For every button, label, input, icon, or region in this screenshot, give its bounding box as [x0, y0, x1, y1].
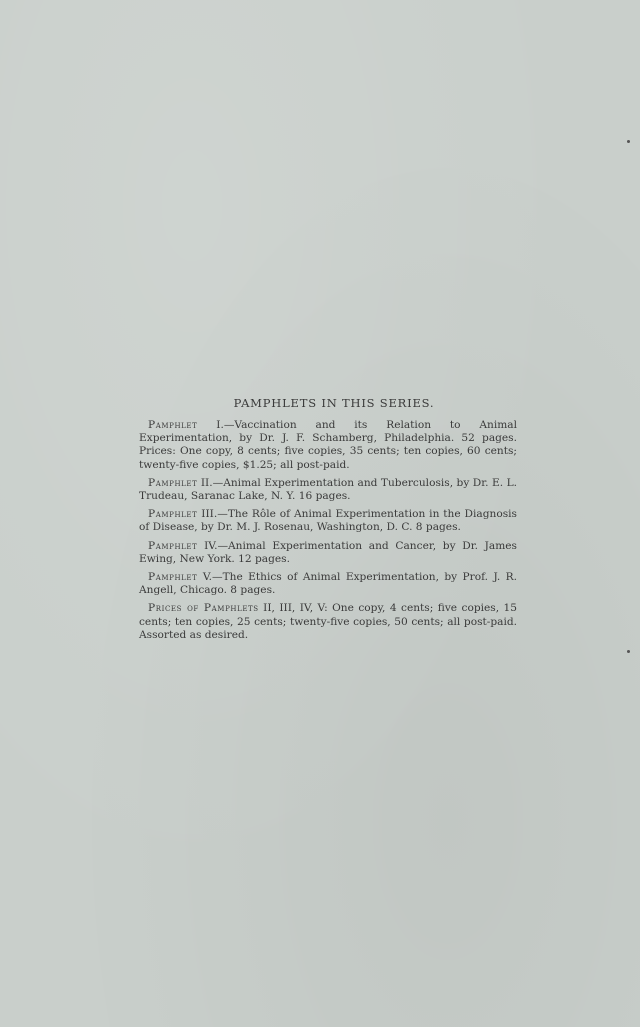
entry-text: IV.—Animal Experimentation and Cancer, by Dr. James Ewing, New York. 12 pages. — [139, 539, 517, 565]
entry-text: V.—The Ethics of Animal Experimentation, by Prof. J. R. Angell, Chicago. 8 pages. — [139, 571, 517, 597]
pamphlet-entry-1 — [139, 419, 517, 472]
entry-text: I.—Vaccination and its Relation to Animal Experimentation, by Dr. J. F. Schamberg, Philadelphia. 52 pages. Prices: One copy, 8 cents; five copies, 35 cents; ten copies, 60 cents; twenty-five copies, $1.25; all post-paid. — [139, 419, 517, 471]
pamphlet-entry-2 — [139, 477, 517, 503]
prices-entry — [139, 602, 517, 642]
pamphlet-entry-4 — [139, 540, 517, 566]
entry-label: Pamphlet — [148, 539, 198, 552]
series-heading: PAMPHLETS IN THIS SERIES. — [233, 396, 435, 410]
entry-label: Prices of Pamphlets — [148, 602, 259, 615]
paper-speck — [627, 140, 630, 143]
entry-text: II.—Animal Experimentation and Tuberculosis, by Dr. E. L. Trudeau, Saranac Lake, N. Y. 16 pages. — [139, 476, 517, 503]
entry-label: Pamphlet — [148, 476, 198, 489]
paper-speck — [627, 650, 630, 653]
pamphlet-entry-3 — [139, 508, 517, 534]
series-listing — [139, 396, 517, 647]
entry-label: Pamphlet — [148, 571, 198, 584]
entry-text: III.—The Rôle of Animal Experimentation in the Diagnosis of Disease, by Dr. M. J. Rosenau, Washington, D. C. 8 pages. — [139, 508, 517, 534]
entry-label: Pamphlet — [148, 419, 198, 431]
pamphlet-entry-5 — [139, 571, 517, 597]
entry-label: Pamphlet — [148, 508, 198, 521]
entry-text: II, III, IV, V: One copy, 4 cents; five copies, 15 cents; ten copies, 25 cents; twenty-five copies, 50 cents; all post-paid. Assorted as desired. — [139, 602, 518, 641]
